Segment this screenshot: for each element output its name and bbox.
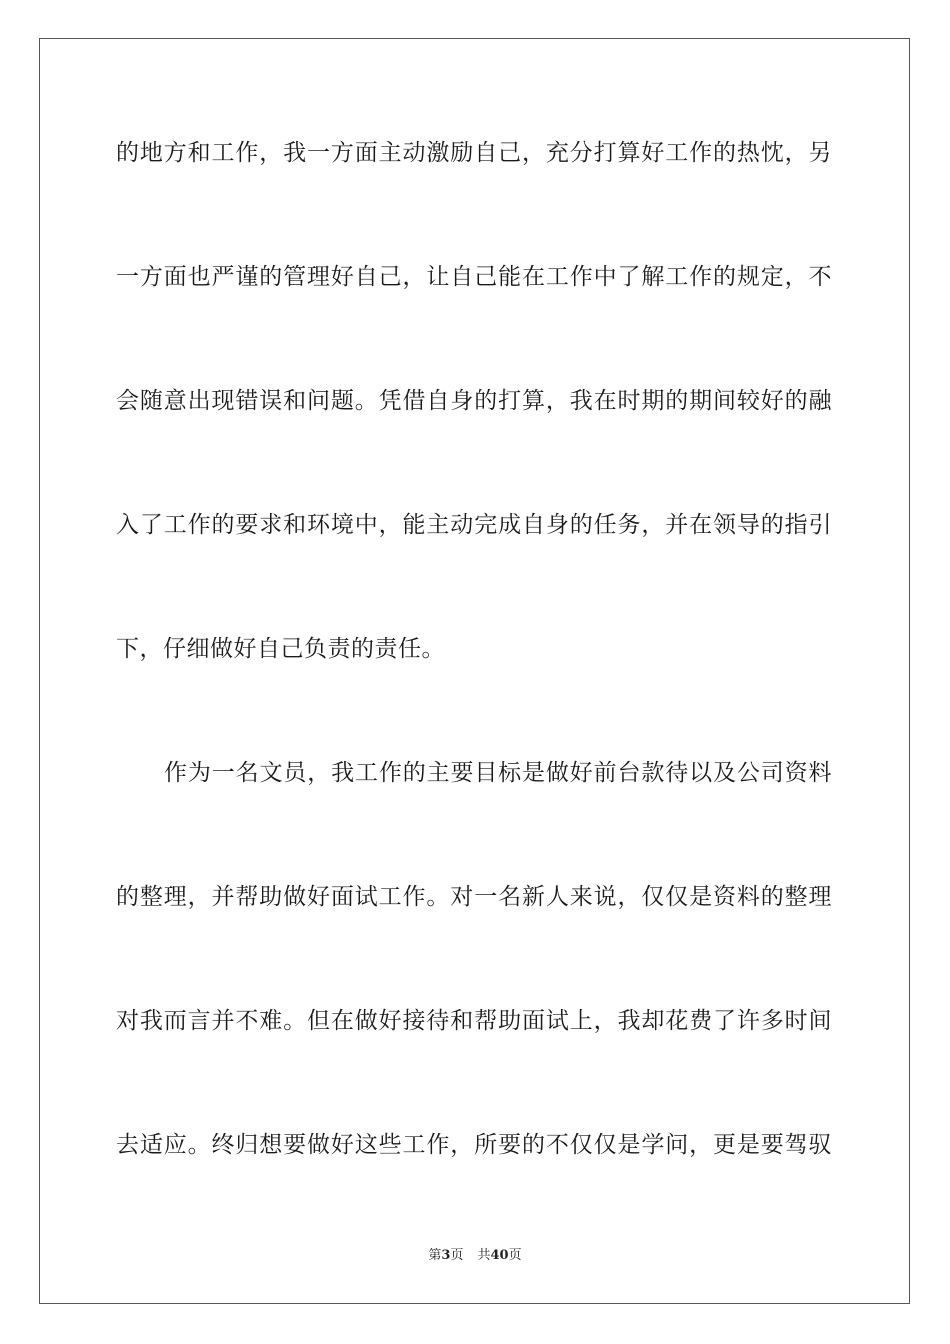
- text-line-9: 去适应。终归想要做好这些工作，所要的不仅仅是学问，更是要驾驭: [116, 1132, 832, 1158]
- text-line-1: 的地方和工作，我一方面主动激励自己，充分打算好工作的热忱，另: [116, 140, 832, 166]
- page-prefix: 第: [428, 1248, 442, 1263]
- text-line-8: 对我而言并不难。但在做好接待和帮助面试上，我却花费了许多时间: [116, 1008, 832, 1034]
- page-border: [39, 38, 910, 1304]
- text-line-4: 入了工作的要求和环境中，能主动完成自身的任务，并在领导的指引: [116, 512, 832, 538]
- page-suffix: 页: [450, 1248, 464, 1263]
- text-line-2: 一方面也严谨的管理好自己，让自己能在工作中了解工作的规定，不: [116, 264, 832, 290]
- page-footer: [0, 1247, 950, 1265]
- total-prefix: 共: [477, 1248, 491, 1263]
- text-line-6: 作为一名文员，我工作的主要目标是做好前台款待以及公司资料: [164, 760, 832, 786]
- text-line-5: 下，仔细做好自己负责的责任。: [116, 636, 445, 662]
- total-suffix: 页: [508, 1248, 522, 1263]
- text-line-7: 的整理，并帮助做好面试工作。对一名新人来说，仅仅是资料的整理: [116, 884, 832, 910]
- text-line-3: 会随意出现错误和问题。凭借自身的打算，我在时期的期间较好的融: [116, 388, 832, 414]
- page-number: 3: [441, 1248, 451, 1263]
- total-pages: 40: [490, 1248, 509, 1263]
